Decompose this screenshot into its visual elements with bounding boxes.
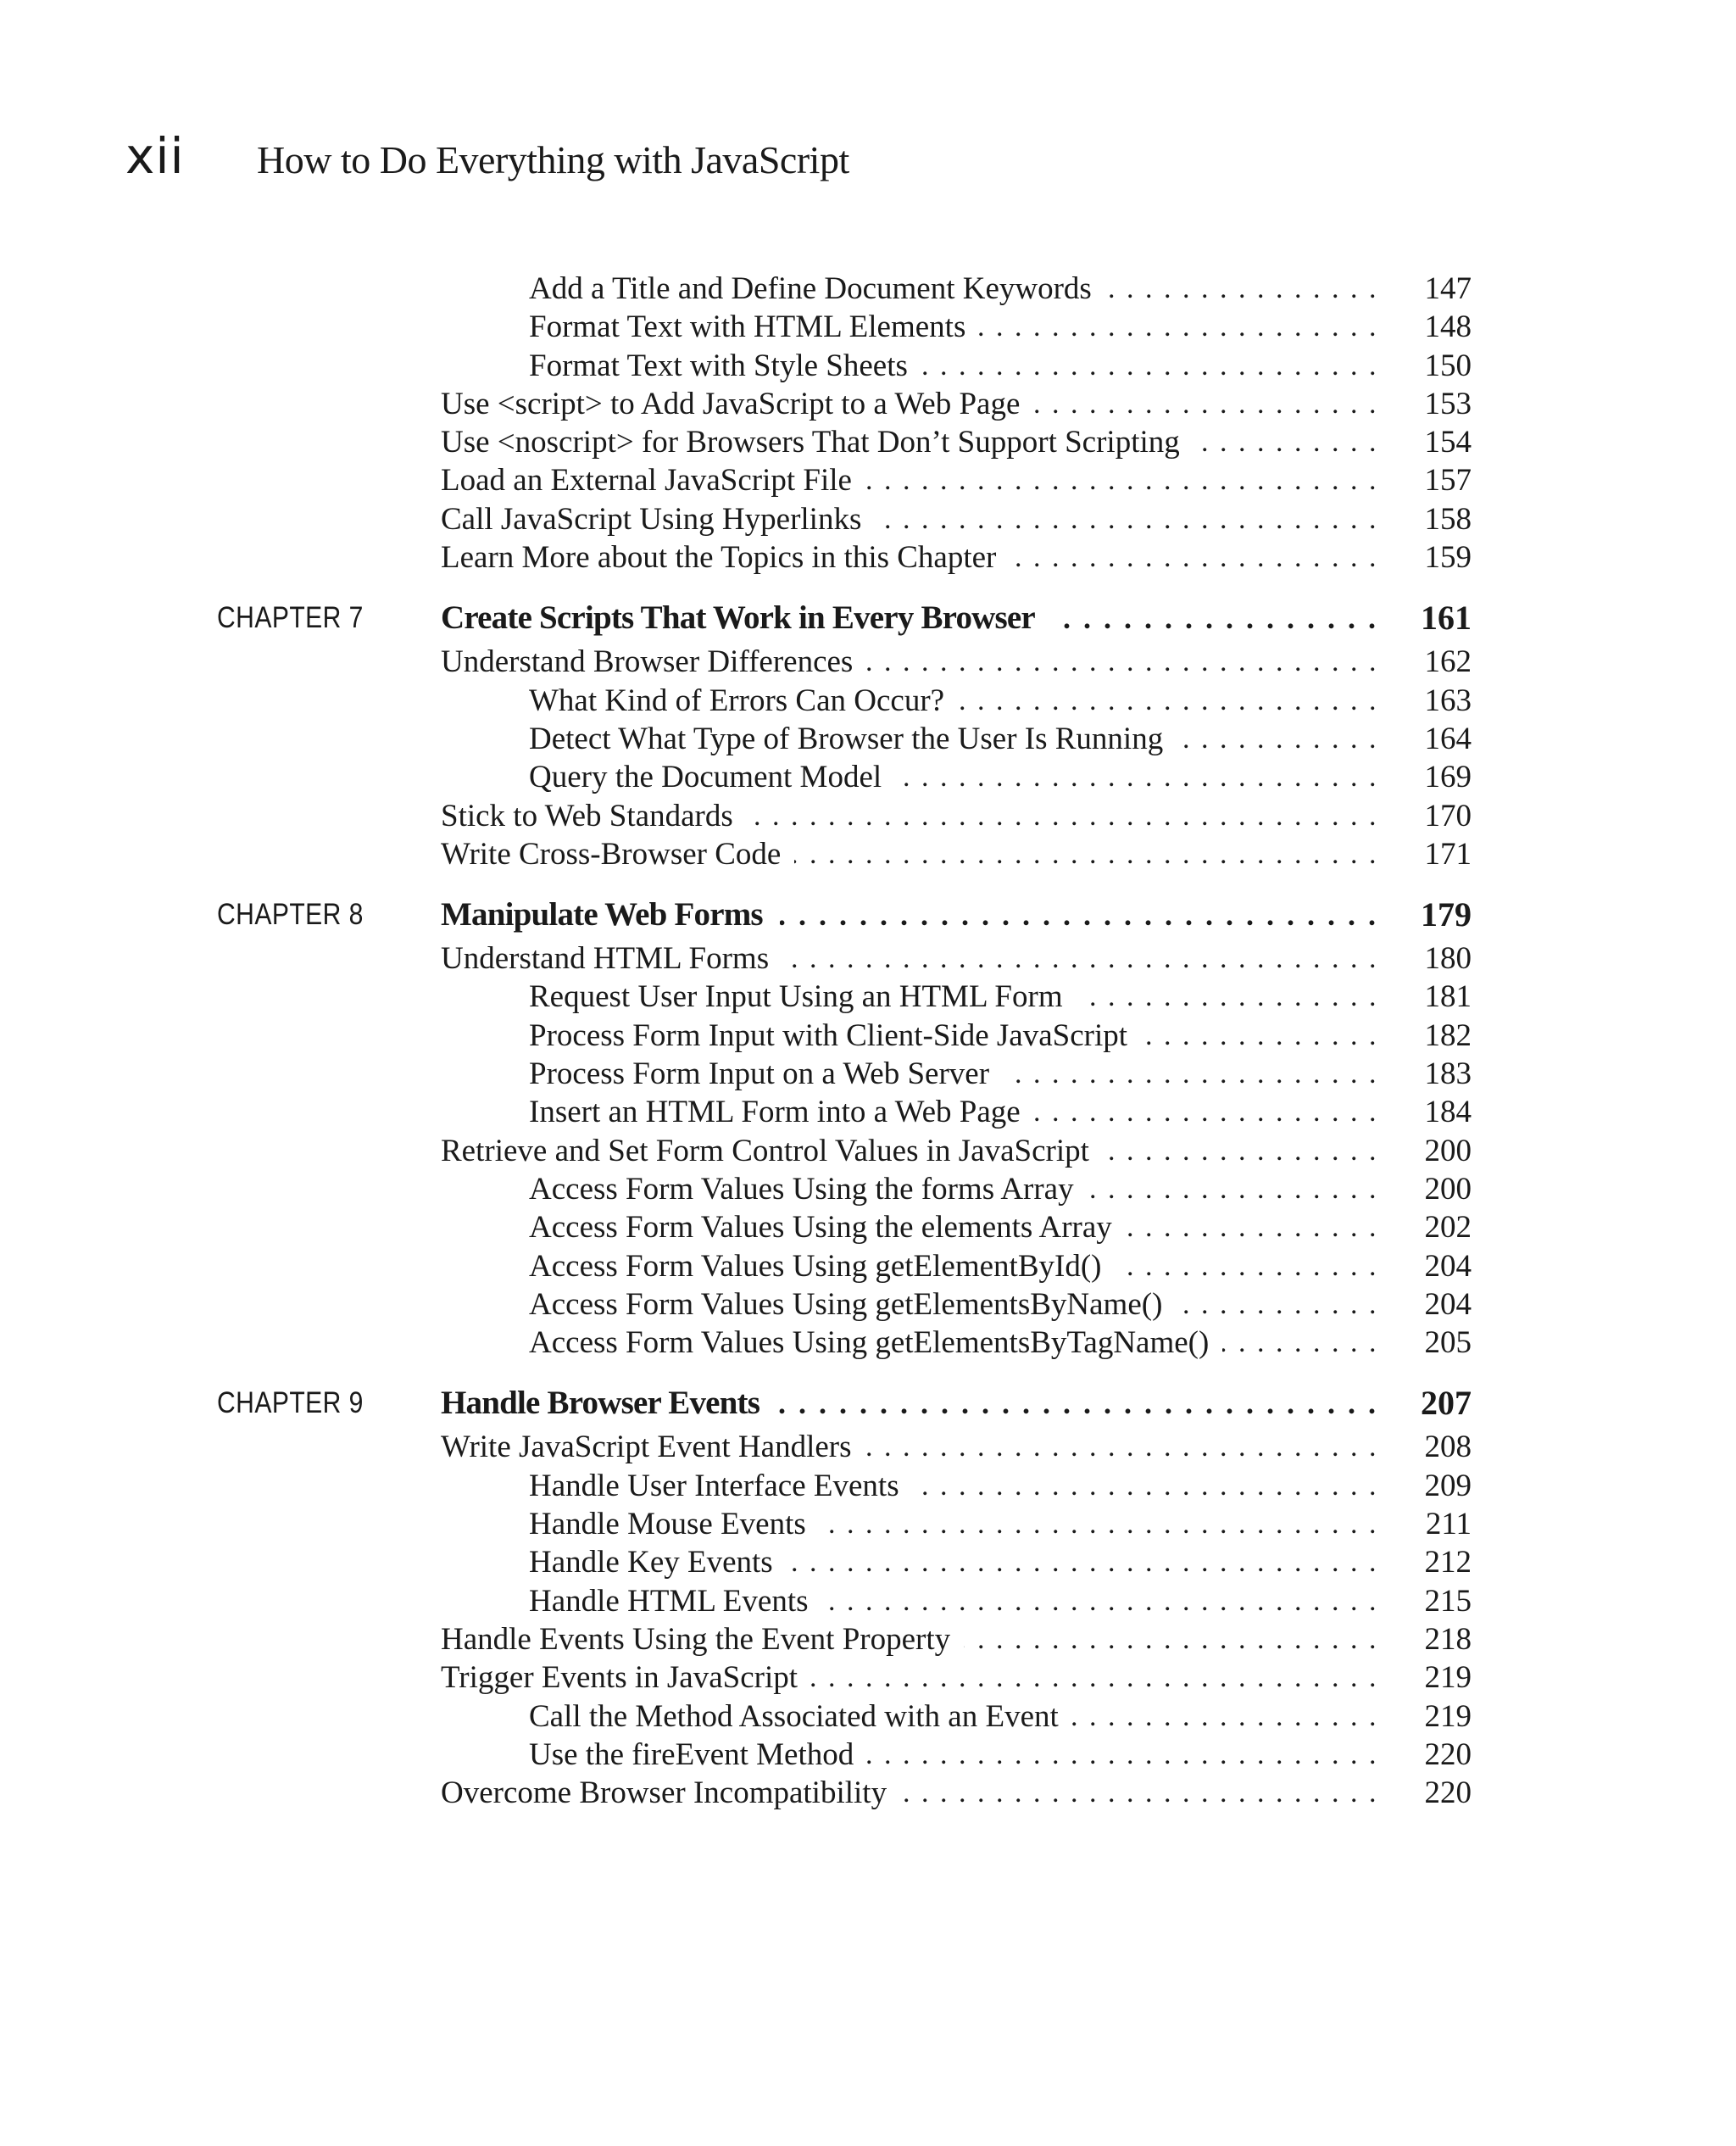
toc-entry xyxy=(529,1017,1378,1055)
toc-entry-page: 212 xyxy=(1424,1545,1472,1580)
toc-entry-title: Access Form Values Using getElementsByTagName() xyxy=(529,1325,1222,1360)
chapter-page: 179 xyxy=(1421,895,1472,934)
toc-entry-page: 184 xyxy=(1424,1095,1472,1130)
toc-entry xyxy=(529,347,1378,385)
toc-entry-title: Write Cross-Browser Code xyxy=(441,837,794,872)
chapter-entry xyxy=(441,1379,1378,1428)
toc-entry-title: Use <script> to Add JavaScript to a Web Page xyxy=(441,387,1033,421)
chapter-title: Create Scripts That Work in Every Browser xyxy=(441,599,1052,636)
toc-entry xyxy=(529,1170,1378,1208)
toc-subsection-row xyxy=(0,1285,1736,1324)
table-of-contents xyxy=(0,270,1736,1812)
toc-entry-page: 181 xyxy=(1424,979,1472,1015)
toc-continuation-group xyxy=(0,270,1736,577)
toc-entry xyxy=(529,1093,1378,1131)
toc-entry-title: Format Text with Style Sheets xyxy=(529,348,921,383)
toc-subsection-row xyxy=(0,270,1736,308)
toc-chapter-row xyxy=(0,890,1736,939)
toc-entry xyxy=(529,1467,1378,1505)
toc-section-row xyxy=(0,385,1736,423)
toc-entry-page: 169 xyxy=(1424,760,1472,795)
toc-entry xyxy=(441,797,1378,835)
toc-subsection-row xyxy=(0,308,1736,346)
toc-entry-title: Handle Events Using the Event Property xyxy=(441,1622,964,1657)
toc-entry-title: Overcome Browser Incompatibility xyxy=(441,1775,900,1810)
toc-entry-page: 218 xyxy=(1424,1621,1472,1657)
toc-entry xyxy=(441,385,1378,423)
toc-entry-page: 204 xyxy=(1424,1286,1472,1322)
toc-entry-title: Access Form Values Using the forms Array xyxy=(529,1172,1088,1207)
toc-entry xyxy=(441,643,1378,681)
toc-subsection-row xyxy=(0,1208,1736,1246)
chapter-title: Handle Browser Events xyxy=(441,1385,776,1421)
chapter-label: CHAPTER 8 xyxy=(217,898,364,932)
toc-entry-page: 158 xyxy=(1424,501,1472,537)
toc-entry-page: 220 xyxy=(1424,1736,1472,1772)
toc-entry xyxy=(529,270,1378,308)
toc-entry-title: Detect What Type of Browser the User Is Running xyxy=(529,722,1177,756)
book-title: How to Do Everything with JavaScript xyxy=(257,138,849,181)
toc-entry-title: Query the Document Model xyxy=(529,760,895,794)
toc-entry-title: Handle Mouse Events xyxy=(529,1507,820,1541)
toc-entry-title: Handle HTML Events xyxy=(529,1584,822,1619)
toc-entry xyxy=(441,538,1378,577)
toc-entry xyxy=(441,939,1378,978)
toc-entry-title: Stick to Web Standards xyxy=(441,799,747,833)
toc-entry xyxy=(441,1428,1378,1466)
toc-entry-page: 163 xyxy=(1424,683,1472,718)
toc-entry-page: 154 xyxy=(1424,425,1472,460)
toc-section-row xyxy=(0,1620,1736,1658)
toc-entry-title: Process Form Input on a Web Server xyxy=(529,1056,1003,1091)
page-folio: xii xyxy=(125,127,185,185)
toc-subsection-row xyxy=(0,1582,1736,1620)
toc-entry-title: Insert an HTML Form into a Web Page xyxy=(529,1095,1034,1129)
toc-entry-page: 170 xyxy=(1424,798,1472,833)
toc-entry-title: Understand HTML Forms xyxy=(441,941,782,976)
toc-entry xyxy=(529,1736,1378,1774)
toc-entry-page: 200 xyxy=(1424,1133,1472,1168)
toc-entry-page: 157 xyxy=(1424,463,1472,499)
toc-entry-page: 162 xyxy=(1424,644,1472,680)
toc-entry xyxy=(441,500,1378,538)
toc-entry xyxy=(441,1620,1378,1658)
toc-subsection-row xyxy=(0,1467,1736,1505)
toc-section-row xyxy=(0,461,1736,499)
toc-entry xyxy=(441,1658,1378,1697)
toc-entry-title: Call JavaScript Using Hyperlinks xyxy=(441,502,875,537)
toc-subsection-row xyxy=(0,1505,1736,1543)
toc-subsection-row xyxy=(0,347,1736,385)
toc-entry-title: Request User Input Using an HTML Form xyxy=(529,979,1077,1014)
toc-entry-title: Use <noscript> for Browsers That Don’t Support Scripting xyxy=(441,425,1194,460)
chapter-entry xyxy=(441,594,1378,643)
toc-entry xyxy=(529,1505,1378,1543)
toc-entry-page: 150 xyxy=(1424,348,1472,383)
running-head xyxy=(125,127,849,195)
toc-entry-title: Use the fireEvent Method xyxy=(529,1737,867,1772)
chapter-title: Manipulate Web Forms xyxy=(441,896,780,933)
toc-entry-title: Write JavaScript Event Handlers xyxy=(441,1430,865,1464)
toc-entry-page: 182 xyxy=(1424,1017,1472,1053)
toc-entry-title: Handle Key Events xyxy=(529,1545,787,1580)
toc-entry-title: Understand Browser Differences xyxy=(441,644,866,679)
toc-entry-title: Format Text with HTML Elements xyxy=(529,309,979,344)
toc-entry-page: 164 xyxy=(1424,721,1472,756)
toc-subsection-row xyxy=(0,978,1736,1016)
toc-subsection-row xyxy=(0,682,1736,720)
toc-entry-title: Retrieve and Set Form Control Values in JavaScript xyxy=(441,1134,1103,1168)
toc-entry-title: Access Form Values Using the elements Array xyxy=(529,1210,1126,1245)
toc-entry xyxy=(529,1582,1378,1620)
toc-entry xyxy=(529,720,1378,758)
toc-subsection-row xyxy=(0,1324,1736,1362)
toc-entry-page: 200 xyxy=(1424,1171,1472,1207)
chapter-label: CHAPTER 7 xyxy=(217,601,364,635)
toc-entry xyxy=(441,1132,1378,1170)
toc-entry-page: 180 xyxy=(1424,941,1472,977)
toc-entry xyxy=(529,1697,1378,1736)
toc-subsection-row xyxy=(0,1697,1736,1736)
toc-entry-page: 183 xyxy=(1424,1056,1472,1092)
toc-entry-page: 204 xyxy=(1424,1248,1472,1284)
toc-entry-page: 205 xyxy=(1424,1325,1472,1361)
toc-subsection-row xyxy=(0,1093,1736,1131)
toc-entry xyxy=(441,835,1378,873)
toc-subsection-row xyxy=(0,1736,1736,1774)
chapter-label: CHAPTER 9 xyxy=(217,1386,364,1420)
toc-entry-title: Access Form Values Using getElementById() xyxy=(529,1249,1115,1284)
toc-chapter-group xyxy=(0,890,1736,1362)
toc-entry xyxy=(441,461,1378,499)
chapter-page: 161 xyxy=(1421,599,1472,638)
chapter-page: 207 xyxy=(1421,1384,1472,1423)
toc-entry-page: 209 xyxy=(1424,1468,1472,1503)
toc-entry-title: Access Form Values Using getElementsByName() xyxy=(529,1287,1176,1322)
toc-entry-title: Call the Method Associated with an Event xyxy=(529,1699,1072,1734)
toc-entry-page: 147 xyxy=(1424,271,1472,306)
toc-section-row xyxy=(0,538,1736,577)
toc-entry-title: Learn More about the Topics in this Chapter xyxy=(441,540,1010,575)
toc-section-row xyxy=(0,1774,1736,1812)
toc-entry-page: 202 xyxy=(1424,1210,1472,1246)
toc-entry-title: Trigger Events in JavaScript xyxy=(441,1660,811,1695)
toc-entry-page: 219 xyxy=(1424,1698,1472,1734)
toc-subsection-row xyxy=(0,1247,1736,1285)
toc-entry-page: 219 xyxy=(1424,1660,1472,1696)
toc-entry-page: 211 xyxy=(1425,1507,1472,1542)
toc-chapter-group xyxy=(0,1379,1736,1812)
toc-entry-page: 153 xyxy=(1424,386,1472,421)
chapter-entry xyxy=(441,890,1378,939)
toc-section-row xyxy=(0,1428,1736,1466)
toc-chapter-row xyxy=(0,594,1736,643)
toc-entry xyxy=(529,682,1378,720)
toc-subsection-row xyxy=(0,1543,1736,1581)
toc-entry xyxy=(529,1324,1378,1362)
toc-entry-page: 171 xyxy=(1424,836,1472,872)
toc-entry xyxy=(529,1543,1378,1581)
toc-section-row xyxy=(0,835,1736,873)
toc-entry-title: Handle User Interface Events xyxy=(529,1469,913,1503)
toc-entry xyxy=(529,1285,1378,1324)
toc-entry-title: What Kind of Errors Can Occur? xyxy=(529,683,958,718)
toc-section-row xyxy=(0,1132,1736,1170)
toc-entry xyxy=(529,1055,1378,1093)
toc-entry-page: 215 xyxy=(1424,1583,1472,1619)
toc-entry xyxy=(441,423,1378,461)
toc-entry xyxy=(529,308,1378,346)
toc-entry xyxy=(441,1774,1378,1812)
toc-chapter-row xyxy=(0,1379,1736,1428)
toc-entry-page: 148 xyxy=(1424,309,1472,345)
toc-section-row xyxy=(0,939,1736,978)
toc-entry xyxy=(529,1208,1378,1246)
toc-entry-page: 159 xyxy=(1424,540,1472,576)
toc-entry xyxy=(529,978,1378,1016)
toc-section-row xyxy=(0,500,1736,538)
toc-subsection-row xyxy=(0,1170,1736,1208)
toc-subsection-row xyxy=(0,1017,1736,1055)
toc-subsection-row xyxy=(0,720,1736,758)
toc-entry-page: 208 xyxy=(1424,1430,1472,1465)
toc-entry xyxy=(529,1247,1378,1285)
toc-section-row xyxy=(0,1658,1736,1697)
toc-section-row xyxy=(0,423,1736,461)
toc-entry-title: Process Form Input with Client-Side JavaScript xyxy=(529,1018,1141,1053)
toc-section-row xyxy=(0,797,1736,835)
toc-chapter-group xyxy=(0,594,1736,873)
toc-subsection-row xyxy=(0,1055,1736,1093)
toc-entry-page: 220 xyxy=(1424,1775,1472,1811)
toc-entry-title: Add a Title and Define Document Keywords xyxy=(529,271,1105,306)
toc-subsection-row xyxy=(0,758,1736,796)
toc-entry-title: Load an External JavaScript File xyxy=(441,463,865,498)
toc-section-row xyxy=(0,643,1736,681)
toc-entry xyxy=(529,758,1378,796)
